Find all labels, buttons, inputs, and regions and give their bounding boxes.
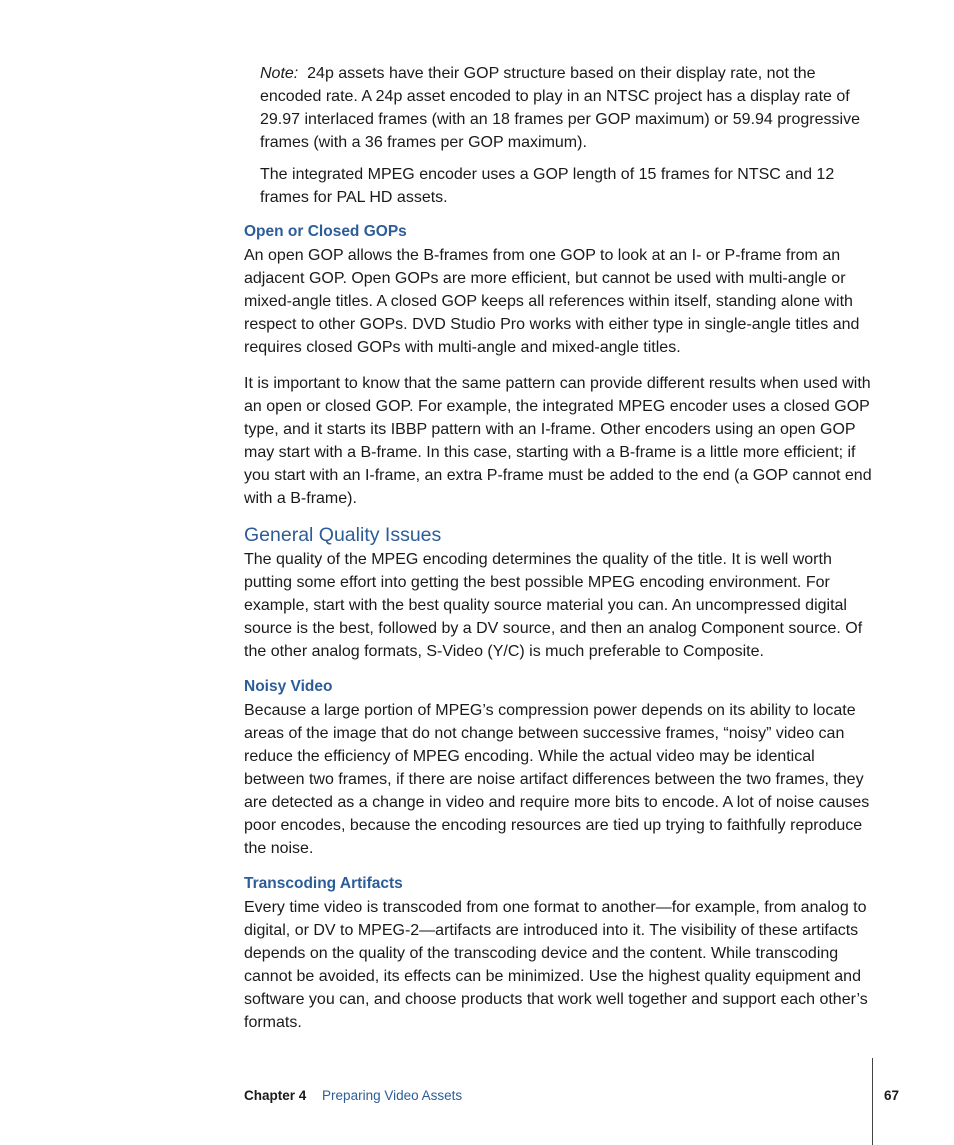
paragraph-general-quality: The quality of the MPEG encoding determines the quality of the title. It is well worth putting some effort into getting the best possible MPEG encoding environment. For example, start with the best quality source material you can. An uncompressed digital source is the best, followed by a DV source, and then an analog Component source. Of the other analog formats, S-Video (Y/C) is much preferable to Composite. <box>244 551 863 660</box>
heading-noisy-video: Noisy Video <box>244 678 333 695</box>
chapter-label: Chapter 4 <box>244 1088 307 1103</box>
paragraph-transcoding: Every time video is transcoded from one format to another—for example, from analog to digital, or DV to MPEG-2—artifacts are introduced into it. The visibility of these artifacts depends on the quality of the transcoding device and the content. While transcoding cannot be avoided, its effects can be minimized. Use the highest quality equipment and software you can, and choose products that work well together and support each other’s formats. <box>244 899 868 1031</box>
heading-general-quality-issues: General Quality Issues <box>244 524 442 546</box>
note-text: 24p assets have their GOP structure based on their display rate, not the encoded rate. A 24p asset encoded to play in an NTSC project has a display rate of 29.97 interlaced frames (with an 18 frames per GOP maximum) or 59.94 progressive frames (with a 36 frames per GOP maximum). <box>260 65 860 151</box>
footer-divider <box>872 1058 873 1145</box>
note-follow-paragraph: The integrated MPEG encoder uses a GOP length of 15 frames for NTSC and 12 frames for PAL HD assets. <box>260 166 835 206</box>
heading-open-closed-gops: Open or Closed GOPs <box>244 223 407 240</box>
note-block <box>260 62 880 218</box>
paragraph-open-closed-2: It is important to know that the same pattern can provide different results when used with an open or closed GOP. For example, the integrated MPEG encoder uses a closed GOP type, and it starts its IBBP pattern with an I-frame. Other encoders using an open GOP may start with a B-frame. In this case, starting with a B-frame is a little more efficient; if you start with an I-frame, an extra P-frame must be added to the end (a GOP cannot end with a B-frame). <box>244 375 872 507</box>
chapter-title: Preparing Video Assets <box>322 1088 463 1103</box>
note-label: Note: <box>260 65 299 82</box>
paragraph-noisy-video: Because a large portion of MPEG’s compression power depends on its ability to locate areas of the image that do not change between successive frames, “noisy” video can reduce the efficiency of MPEG encoding. While the actual video may be identical between two frames, if there are noise artifact differences between the two frames, they are detected as a change in video and require more bits to encode. A lot of noise causes poor encodes, because the encoding resources are tied up trying to faithfully reproduce the noise. <box>244 702 870 857</box>
footer-chapter <box>244 1087 462 1105</box>
main-content <box>244 222 878 1034</box>
page-number: 67 <box>884 1088 900 1103</box>
paragraph-open-closed-1: An open GOP allows the B-frames from one GOP to look at an I- or P-frame from an adjacent GOP. Open GOPs are more efficient, but cannot be used with multi-angle or mixed-angle titles. A closed GOP keeps all references within itself, standing alone with respect to other GOPs. DVD Studio Pro works with either type in single-angle titles and requires closed GOPs with multi-angle and mixed-angle titles. <box>244 247 860 356</box>
note-paragraph <box>260 62 880 154</box>
heading-transcoding-artifacts: Transcoding Artifacts <box>244 875 403 892</box>
